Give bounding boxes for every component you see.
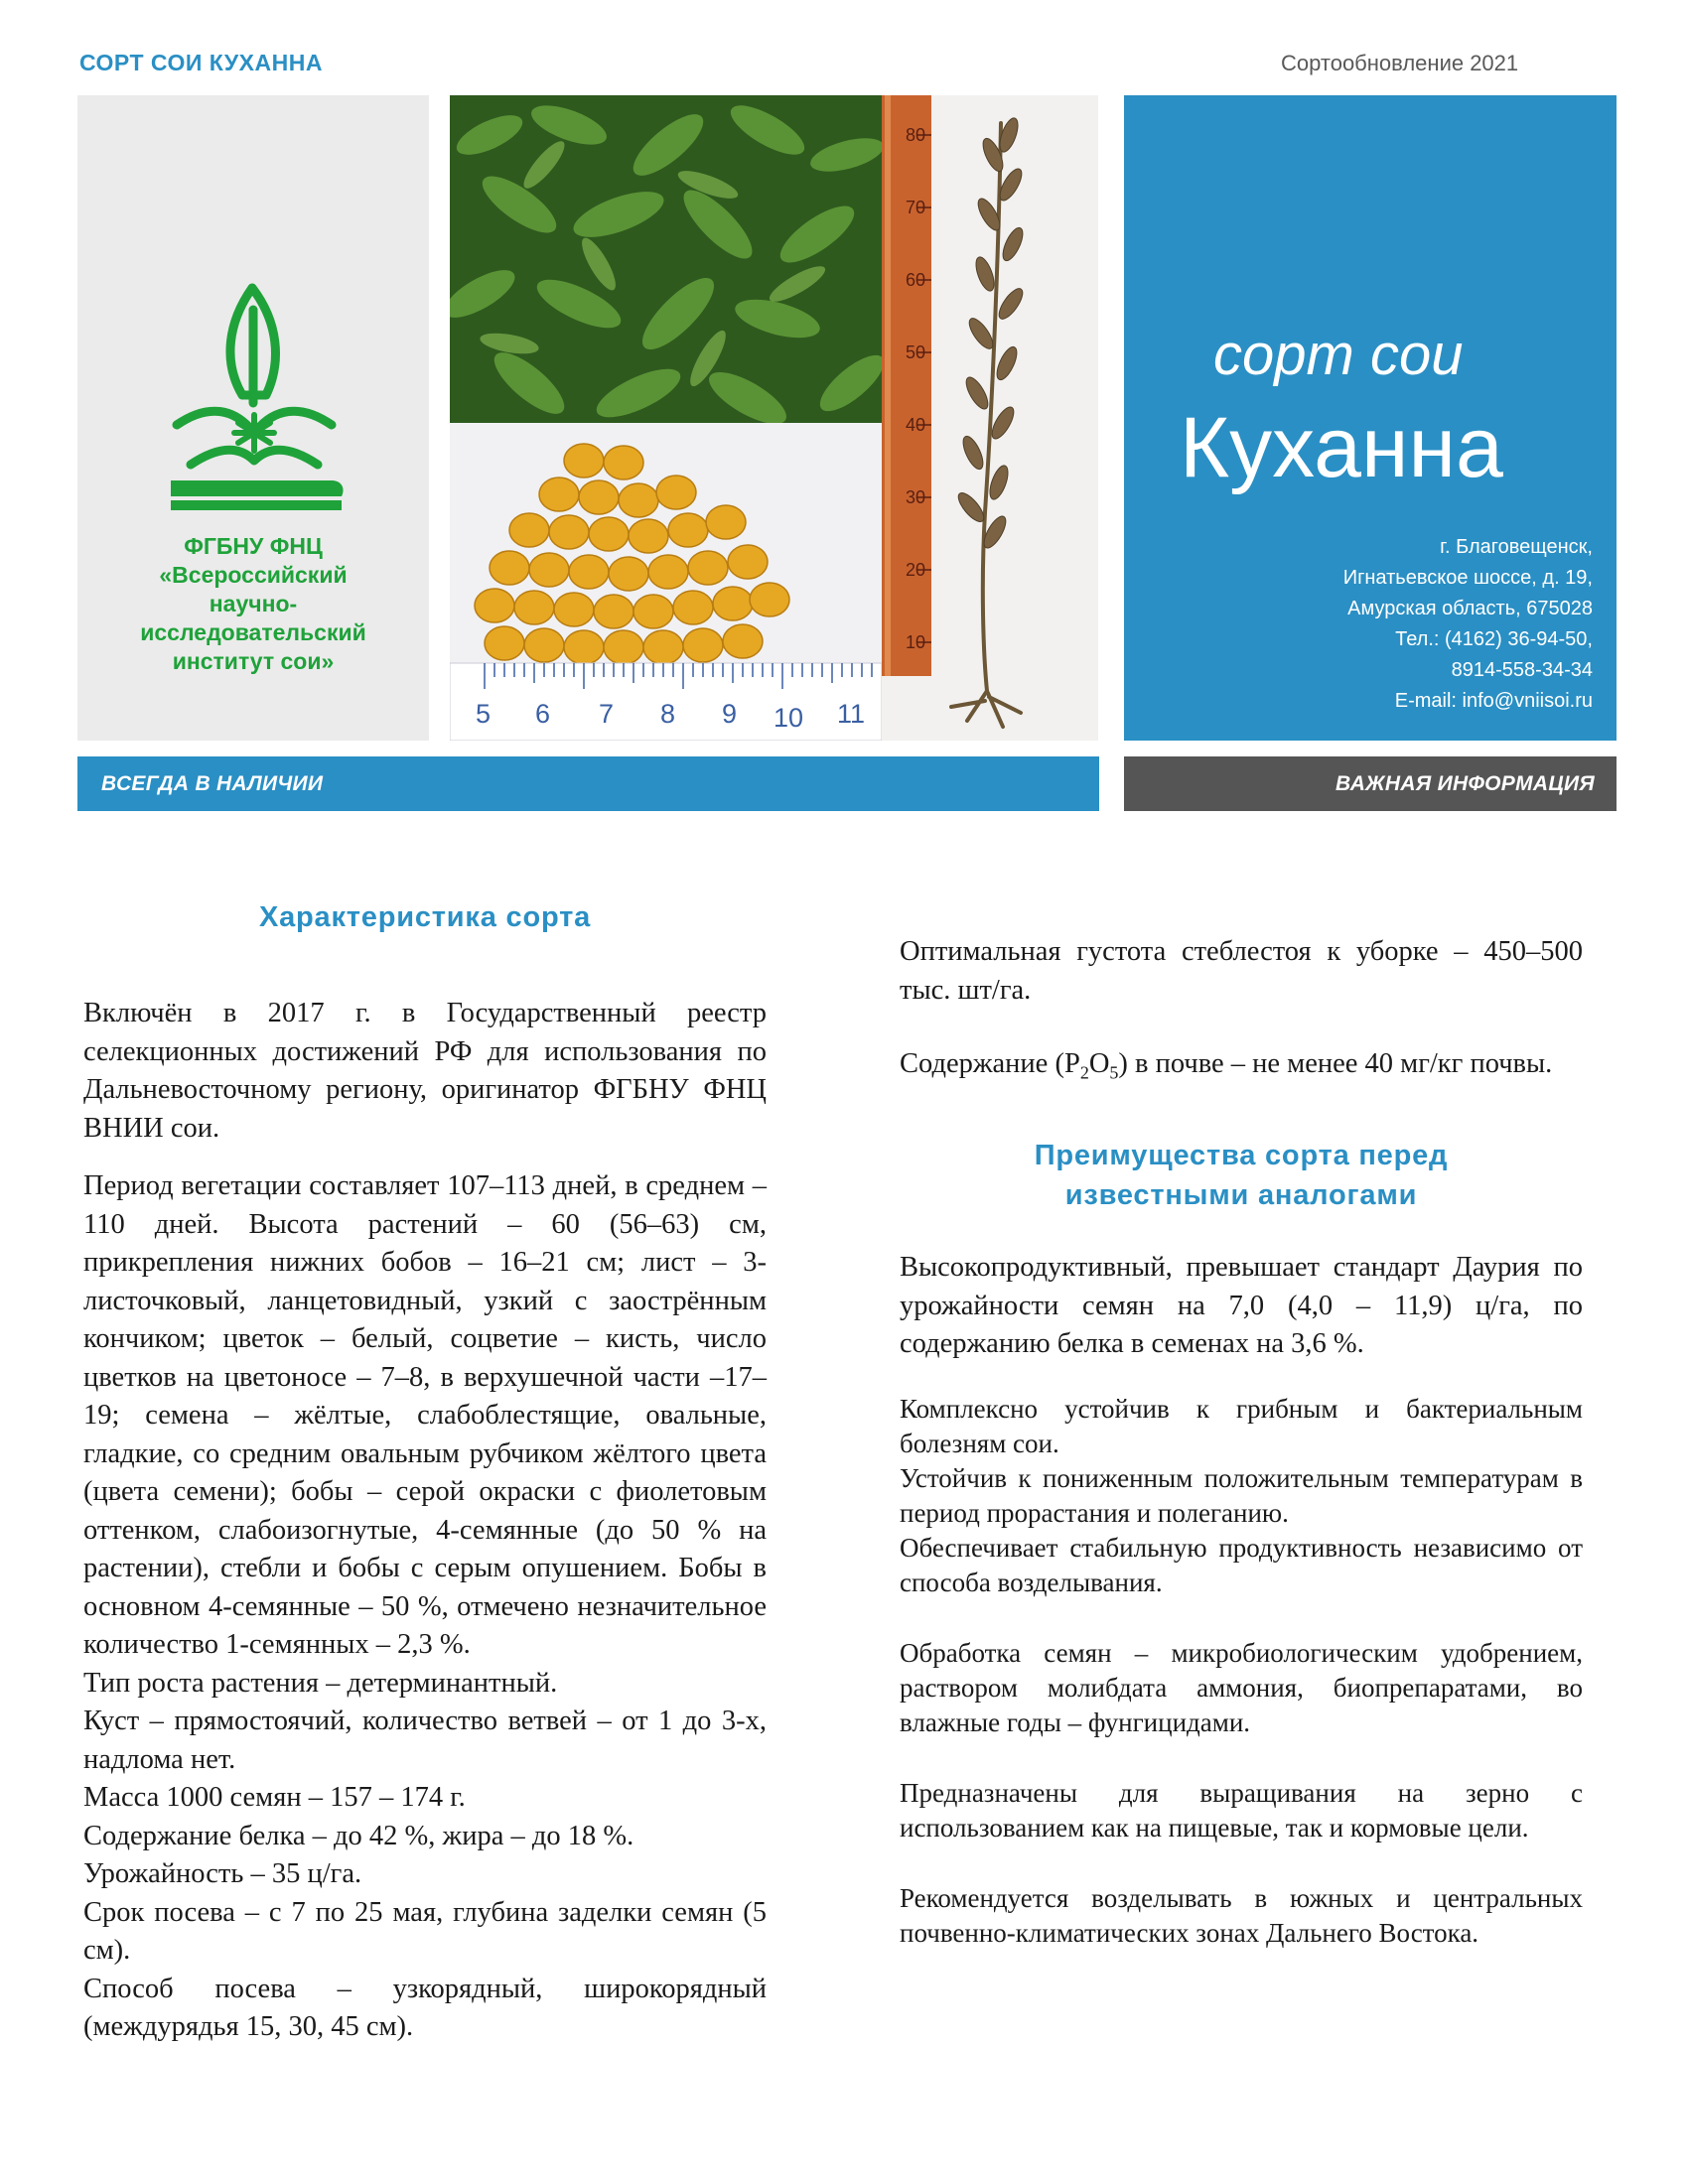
- advantages-column: [900, 933, 1583, 1951]
- advantages-heading-line: Преимущества сорта перед: [1034, 1140, 1449, 1172]
- soybean-seeds-photo: [450, 423, 882, 741]
- ruler-label: 60: [906, 270, 926, 290]
- soybean-plant-photo: [882, 95, 1098, 741]
- important-info-bar: [1124, 756, 1617, 811]
- trait-line: Содержание белка – до 42 %, жира – до 18 %.: [83, 1820, 634, 1851]
- phosphorus-paragraph: [900, 1045, 1583, 1092]
- phone-line: 8914-558-34-34: [1451, 659, 1593, 681]
- address-line: Амурская область, 675028: [1347, 598, 1593, 619]
- ruler-label: 9: [722, 699, 738, 729]
- resistance-line: Обеспечивает стабильную продуктивность независимо от способа возделывания.: [900, 1532, 1583, 1597]
- institute-logo-icon: [157, 266, 355, 524]
- characteristics-column: [83, 995, 767, 2047]
- ruler-label: 10: [774, 703, 804, 733]
- trait-line: Урожайность – 35 ц/га.: [83, 1858, 362, 1889]
- important-info-label: ВАЖНАЯ ИНФОРМАЦИЯ: [1336, 772, 1595, 795]
- ruler-label: 70: [906, 198, 926, 217]
- purpose-paragraph: Предназначены для выращивания на зерно с использованием как на пищевые, так и кормовые цели.: [900, 1777, 1583, 1843]
- phosphorus-subscript: 2: [1079, 1062, 1089, 1083]
- ruler-label: 5: [476, 699, 492, 729]
- trait-line: Масса 1000 семян – 157 – 174 г.: [83, 1782, 466, 1813]
- variety-name: Куханна: [1180, 400, 1503, 495]
- always-available-bar: [77, 756, 1099, 811]
- address-line: Игнатьевское шоссе, д. 19,: [1342, 567, 1593, 589]
- phosphorus-subscript: 5: [1109, 1062, 1119, 1083]
- title-panel: [1124, 95, 1617, 741]
- trait-line: Срок посева – с 7 по 25 мая, глубина заделки семян (5 см).: [83, 1896, 767, 1966]
- characteristics-heading: Характеристика сорта: [258, 901, 592, 933]
- ruler-label: 50: [906, 342, 926, 362]
- ruler-label: 7: [599, 699, 615, 729]
- advantages-heading: [900, 1136, 1583, 1215]
- logo-panel: [77, 95, 429, 741]
- registry-paragraph: Включён в 2017 г. в Государственный реестр селекционных достижений РФ для использования по Дальневосточному региону, оригинатор ФГБНУ ФНЦ ВНИИ сои.: [83, 998, 767, 1144]
- email-line: E-mail: info@vniisoi.ru: [1394, 690, 1593, 712]
- contact-address: [1343, 532, 1593, 717]
- phosphorus-text: ) в почве – не менее 40 мг/кг почвы.: [1118, 1048, 1553, 1079]
- ruler-label: 10: [906, 632, 926, 652]
- ruler-label: 11: [837, 699, 866, 729]
- variety-subtitle: сорт сои: [1213, 323, 1464, 387]
- ruler-label: 6: [535, 699, 551, 729]
- resistance-line: Комплексно устойчив к грибным и бактериальным болезням сои.: [900, 1393, 1583, 1458]
- edition-label: Сортообновление 2021: [1281, 51, 1519, 75]
- document-title: СОРТ СОИ КУХАННА: [79, 50, 323, 75]
- density-paragraph: Оптимальная густота стеблестоя к уборке – 450–500 тыс. шт/га.: [900, 936, 1583, 1006]
- always-available-label: ВСЕГДА В НАЛИЧИИ: [101, 772, 324, 795]
- description-paragraph: Период вегетации составляет 107–113 дней, в среднем – 110 дней. Высота растений – 60 (56–63) см, прикрепления нижних бобов – 16–21 см; лист – 3-листочковый, ланцетовидный, узкий с заострённым кончиком; цветок – белый, соцветие – кисть, число цветков на цветоносе – 7–8, в верхушечной части –17–19; семена – жёлтые, слабоблестящие, овальные, гладкие, со средним овальным рубчиком жёлтого цвета (цвета семени); бобы – серой окраски с фиолетовым оттенком, слабоизогнутые, 4-семянные (до 50 % на растении), стебли и бобы с серым опушением. Бобы в основном 4-семянные – 50 %, отмечено незначительное количество 1-семянных – 2,3 %.: [83, 1170, 767, 1660]
- phone-line: Тел.: (4162) 36-94-50,: [1395, 628, 1593, 650]
- trait-line: Тип роста растения – детерминантный.: [83, 1667, 558, 1699]
- ruler-label: 80: [906, 125, 926, 145]
- soybean-leaves-photo: [450, 95, 882, 423]
- ruler-label: 40: [906, 415, 926, 435]
- trait-line: Способ посева – узкорядный, широкорядный (междурядья 15, 30, 45 см).: [83, 1973, 767, 2042]
- resistance-line: Устойчив к пониженным положительным температурам в период прорастания и полеганию.: [900, 1462, 1583, 1528]
- advantage-paragraph: Высокопродуктивный, превышает стандарт Даурия по урожайности семян на 7,0 (4,0 – 11,9) ц/га, по содержанию белка в семенах на 3,6 %.: [900, 1252, 1583, 1360]
- ruler-label: 20: [906, 560, 926, 580]
- trait-line: Куст – прямостоячий, количество ветвей – от 1 до 3-х, надлома нет.: [83, 1706, 767, 1775]
- advantages-heading-line: известными аналогами: [1064, 1179, 1418, 1212]
- institute-name: ФГБНУ ФНЦ «Всероссийский научно- исследовательский институт сои»: [140, 533, 366, 674]
- zones-paragraph: Рекомендуется возделывать в южных и центральных почвенно-климатических зонах Дальнего Востока.: [900, 1882, 1583, 1948]
- address-line: г. Благовещенск,: [1440, 536, 1593, 558]
- ruler-label: 30: [906, 487, 926, 507]
- treatment-paragraph: Обработка семян – микробиологическим удобрением, раствором молибдата аммония, биопрепаратами, во влажные годы – фунгицидами.: [900, 1637, 1583, 1737]
- ruler-label: 8: [660, 699, 676, 729]
- phosphorus-text: Содержание (P: [900, 1048, 1080, 1079]
- phosphorus-text: O: [1088, 1048, 1110, 1079]
